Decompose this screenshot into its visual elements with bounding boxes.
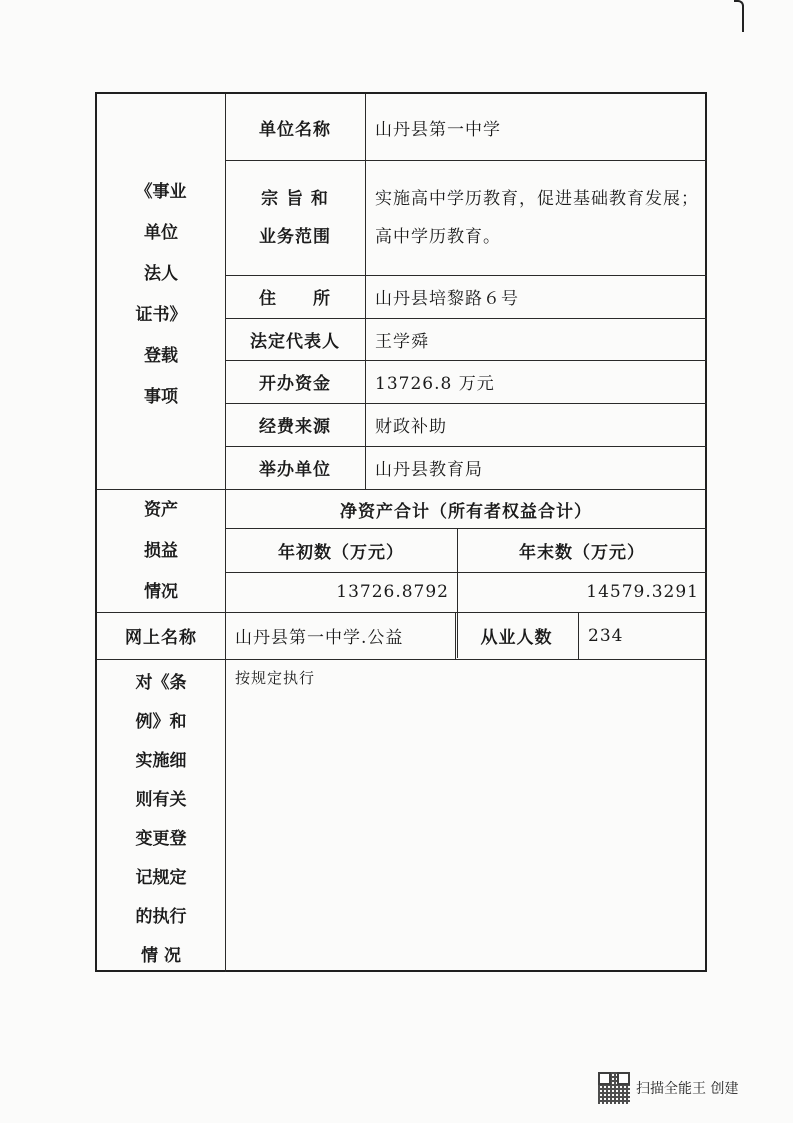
registration-section-label: [97, 172, 225, 418]
section-label-line: 证书》: [135, 305, 187, 325]
label-line: 业务范围: [259, 226, 331, 247]
sponsor-value: 山丹县教育局: [375, 460, 483, 480]
end-year-value: 14579.3291: [586, 582, 699, 602]
net-assets-header: 净资产合计（所有者权益合计）: [340, 501, 592, 522]
section-label-line: 登载: [144, 346, 178, 366]
section-label-line: 例》和: [135, 712, 187, 732]
funding-source-label: 经费来源: [259, 417, 331, 437]
section-label-line: 《事业: [135, 182, 187, 202]
section-label-line: 损益: [144, 541, 178, 561]
legal-rep-label: 法定代表人: [250, 331, 340, 352]
section-label-line: 变更登: [135, 829, 187, 849]
section-label-line: 单位: [144, 223, 178, 243]
online-name-value: 山丹县第一中学.公益: [235, 628, 404, 648]
divider: [97, 659, 707, 660]
compliance-value: 按规定执行: [235, 668, 316, 687]
assets-section-label: [97, 490, 225, 613]
section-label-line: 情 况: [141, 946, 181, 966]
section-label-line: 情况: [144, 582, 178, 602]
capital-label: 开办资金: [259, 374, 331, 394]
staff-count-value: 234: [588, 625, 624, 646]
section-label-line: 对《条: [135, 673, 187, 693]
section-label-line: 则有关: [135, 790, 187, 810]
address-value: 山丹县培黎路６号: [375, 289, 519, 309]
staff-count-label: 从业人数: [480, 628, 553, 648]
compliance-section-label: [97, 664, 225, 976]
label-line: 宗 旨 和: [261, 188, 329, 209]
unit-name-value: 山丹县第一中学: [375, 119, 501, 140]
purpose-scope-label: [225, 160, 365, 275]
registration-form-table: [95, 92, 707, 972]
end-year-column-header: 年末数（万元）: [519, 542, 645, 563]
value-line: 高中学历教育。: [375, 226, 501, 247]
sponsor-label: 举办单位: [259, 460, 331, 480]
begin-year-column-header: 年初数（万元）: [278, 542, 404, 563]
scan-edge-mark: [734, 0, 744, 32]
address-label: 住 所: [259, 289, 331, 309]
section-label-line: 法人: [144, 264, 178, 284]
scanner-watermark: [598, 1072, 738, 1104]
section-label-line: 实施细: [135, 751, 187, 771]
value-line: 实施高中学历教育，促进基础教育发展；: [375, 188, 699, 209]
section-label-line: 资产: [144, 500, 178, 520]
section-label-line: 的执行: [135, 907, 187, 927]
online-name-label: 网上名称: [125, 628, 197, 648]
unit-name-label: 单位名称: [259, 119, 331, 140]
begin-year-value: 13726.8792: [336, 582, 449, 602]
purpose-scope-value: [365, 160, 705, 275]
funding-source-value: 财政补助: [375, 417, 447, 437]
scanner-brand-text: 扫描全能王 创建: [636, 1081, 739, 1097]
section-label-line: 记规定: [135, 868, 187, 888]
legal-rep-value: 王学舜: [375, 331, 429, 352]
capital-value: 13726.8 万元: [375, 374, 495, 394]
qr-code-icon: [598, 1072, 630, 1104]
section-label-line: 事项: [144, 387, 178, 407]
